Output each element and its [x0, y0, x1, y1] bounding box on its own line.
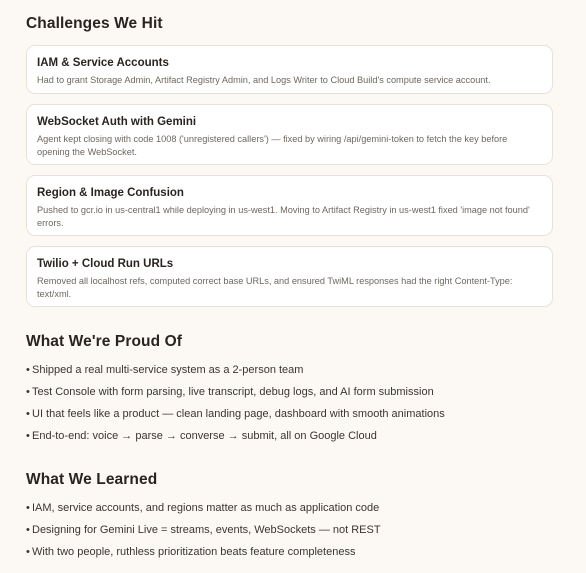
list-item	[26, 497, 556, 519]
challenge-card-title: Twilio + Cloud Run URLs	[37, 258, 174, 270]
challenge-card-desc: Removed all localhost refs, computed correct base URLs, and ensured TwiML responses had the right Content-Type: text/xml.	[37, 276, 513, 299]
challenge-card-twilio	[26, 246, 553, 307]
list-item	[26, 541, 556, 563]
list-item-text: End-to-end: voice → parse → converse → submit, all on Google Cloud	[32, 430, 377, 442]
list-item	[26, 425, 556, 447]
challenge-card-desc: Had to grant Storage Admin, Artifact Registry Admin, and Logs Writer to Cloud Build's compute service account.	[37, 75, 491, 85]
list-item-text: With two people, ruthless prioritization beats feature completeness	[32, 546, 356, 558]
list-item-text: Shipped a real multi-service system as a 2-person team	[32, 364, 304, 376]
proud-heading: What We're Proud Of	[26, 333, 182, 350]
proud-list	[26, 359, 556, 447]
challenge-card-title: Region & Image Confusion	[37, 187, 184, 199]
list-item-text: UI that feels like a product — clean landing page, dashboard with smooth animations	[32, 408, 445, 420]
bullet-icon: •	[26, 430, 30, 442]
learned-heading: What We Learned	[26, 471, 158, 488]
list-item-text: Designing for Gemini Live = streams, events, WebSockets — not REST	[32, 524, 381, 536]
challenge-card-iam	[26, 45, 553, 94]
list-item	[26, 359, 556, 381]
challenge-card-title: IAM & Service Accounts	[37, 57, 169, 69]
learned-list	[26, 497, 556, 563]
list-item	[26, 381, 556, 403]
bullet-icon: •	[26, 524, 30, 536]
challenge-card-websocket	[26, 104, 553, 165]
bullet-icon: •	[26, 502, 30, 514]
bullet-icon: •	[26, 364, 30, 376]
challenge-card-desc: Agent kept closing with code 1008 ('unregistered callers') — fixed by wiring /api/gemini-token to fetch the key before opening the WebSocket.	[37, 134, 508, 157]
bullet-icon: •	[26, 386, 30, 398]
list-item-text: Test Console with form parsing, live transcript, debug logs, and AI form submission	[32, 386, 434, 398]
challenge-card-desc: Pushed to gcr.io in us-central1 while deploying in us-west1. Moving to Artifact Registry in us-west1 fixed 'image not found' errors.	[37, 205, 530, 228]
list-item-text: IAM, service accounts, and regions matter as much as application code	[32, 502, 380, 514]
challenge-card-region	[26, 175, 553, 236]
list-item	[26, 519, 556, 541]
bullet-icon: •	[26, 408, 30, 420]
challenges-heading: Challenges We Hit	[26, 15, 163, 32]
bullet-icon: •	[26, 546, 30, 558]
list-item	[26, 403, 556, 425]
challenge-card-title: WebSocket Auth with Gemini	[37, 116, 197, 128]
